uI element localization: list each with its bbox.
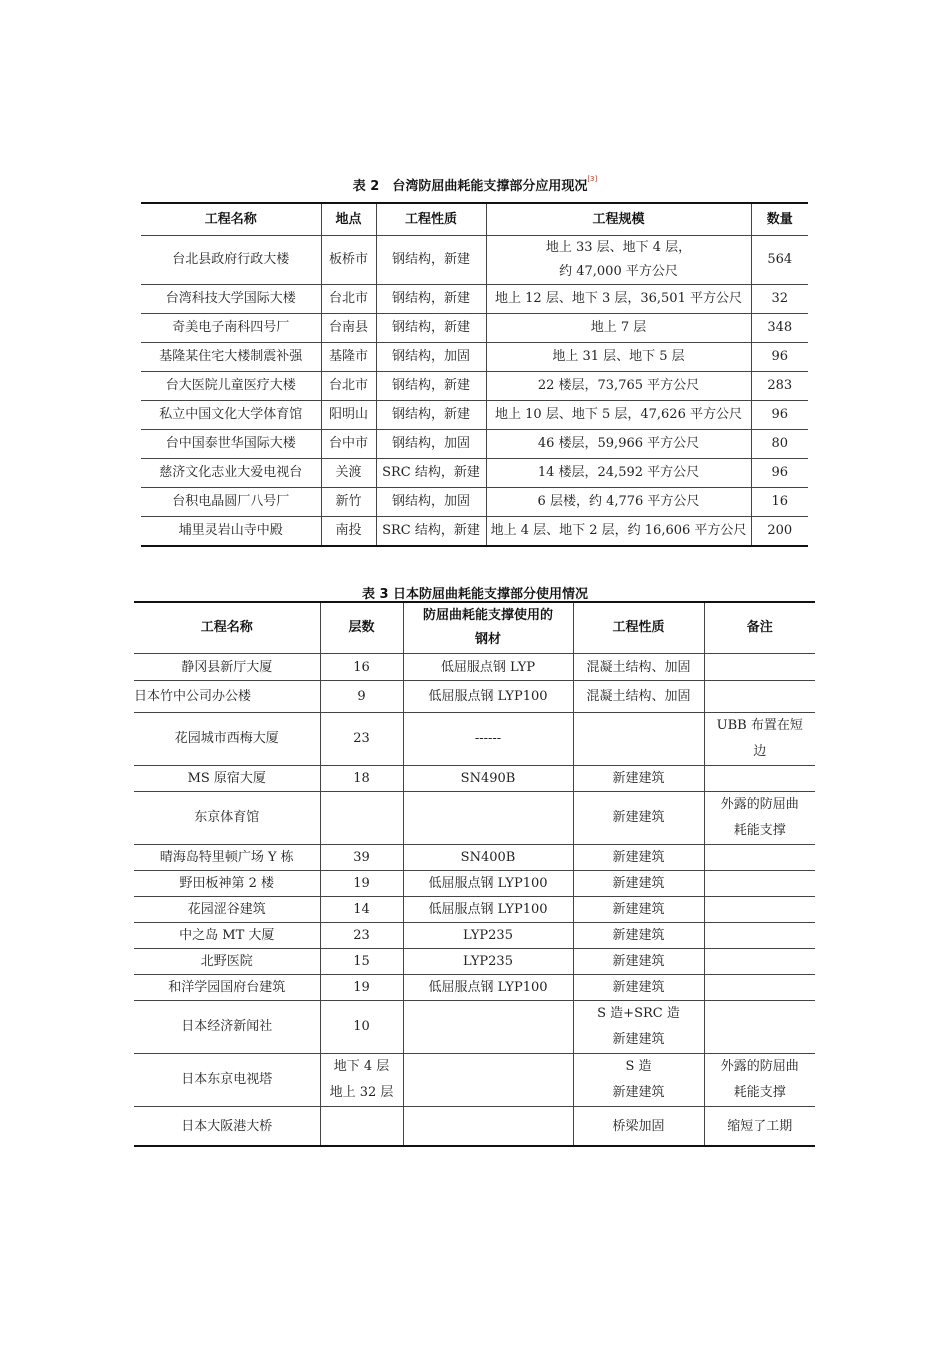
quantity: 283 <box>751 372 808 401</box>
location: 台中市 <box>321 430 376 459</box>
project-nature: 钢结构，加固 <box>376 488 486 517</box>
project-nature: 新建建筑 <box>573 897 704 923</box>
project-name: 花园涩谷建筑 <box>134 897 320 923</box>
project-nature: 新建建筑 <box>573 871 704 897</box>
nature-line1: S 造+SRC 造 <box>597 1006 680 1021</box>
project-scale-line2: 约 47,000 平方公尺 <box>559 264 678 279</box>
nature-line2: 新建建筑 <box>612 1032 665 1047</box>
table-row <box>134 654 815 681</box>
project-name: 台积电晶圆厂八号厂 <box>141 488 321 517</box>
project-scale: 14 楼层，24,592 平方公尺 <box>486 459 751 488</box>
project-nature: 钢结构，加固 <box>376 343 486 372</box>
header-quantity: 数量 <box>751 203 808 236</box>
header-floors: 层数 <box>320 602 403 654</box>
location: 阳明山 <box>321 401 376 430</box>
project-name: 日本竹中公司办公楼 <box>134 681 320 713</box>
table-row <box>134 681 815 713</box>
notes <box>704 792 815 845</box>
table-row <box>141 430 808 459</box>
notes-line1: 外露的防屈曲 <box>720 797 799 812</box>
location: 关渡 <box>321 459 376 488</box>
project-name: 基隆某住宅大楼制震补强 <box>141 343 321 372</box>
project-nature: 新建建筑 <box>573 923 704 949</box>
header-steel <box>403 602 573 654</box>
quantity: 32 <box>751 285 808 314</box>
table-row <box>141 314 808 343</box>
notes <box>704 949 815 975</box>
project-nature: 钢结构，新建 <box>376 314 486 343</box>
project-nature: SRC 结构，新建 <box>376 517 486 547</box>
notes <box>704 845 815 871</box>
quantity: 564 <box>751 236 808 285</box>
project-nature: 新建建筑 <box>573 766 704 792</box>
project-name: 晴海岛特里顿广场 Y 栋 <box>134 845 320 871</box>
location: 新竹 <box>321 488 376 517</box>
project-name: 台湾科技大学国际大楼 <box>141 285 321 314</box>
table-row <box>134 766 815 792</box>
table-row <box>134 792 815 845</box>
steel: ------ <box>403 713 573 766</box>
floors: 10 <box>320 1001 403 1054</box>
quantity: 200 <box>751 517 808 547</box>
quantity: 96 <box>751 401 808 430</box>
table-row <box>134 949 815 975</box>
table2-caption-text: 表 2 台湾防屈曲耗能支撑部分应用现况 <box>352 179 588 194</box>
table-row <box>134 1107 815 1147</box>
location: 台北市 <box>321 285 376 314</box>
steel: 低屈服点钢 LYP100 <box>403 871 573 897</box>
project-name: 慈济文化志业大爱电视台 <box>141 459 321 488</box>
project-nature <box>573 713 704 766</box>
project-scale: 46 楼层，59,966 平方公尺 <box>486 430 751 459</box>
project-nature: 钢结构，新建 <box>376 236 486 285</box>
location: 板桥市 <box>321 236 376 285</box>
project-scale: 地上 10 层、地下 5 层，47,626 平方公尺 <box>486 401 751 430</box>
project-scale: 地上 12 层、地下 3 层，36,501 平方公尺 <box>486 285 751 314</box>
table-row <box>134 871 815 897</box>
steel: SN400B <box>403 845 573 871</box>
steel: 低屈服点钢 LYP <box>403 654 573 681</box>
project-nature: 新建建筑 <box>573 949 704 975</box>
project-nature: 钢结构，新建 <box>376 401 486 430</box>
steel: 低屈服点钢 LYP100 <box>403 975 573 1001</box>
notes <box>704 1054 815 1107</box>
project-name: 日本东京电视塔 <box>134 1054 320 1107</box>
floors <box>320 1107 403 1147</box>
notes <box>704 975 815 1001</box>
table3-caption: 表 3 日本防屈曲耗能支撑部分使用情况 <box>361 587 589 602</box>
table-row <box>141 401 808 430</box>
floors: 19 <box>320 975 403 1001</box>
quantity: 96 <box>751 343 808 372</box>
table-row <box>141 236 808 285</box>
steel <box>403 1107 573 1147</box>
quantity: 80 <box>751 430 808 459</box>
location: 南投 <box>321 517 376 547</box>
nature-line1: S 造 <box>625 1059 652 1074</box>
header-project-name: 工程名称 <box>134 602 320 654</box>
floors: 15 <box>320 949 403 975</box>
table2-citation-ref[interactable]: [3] <box>587 175 598 183</box>
project-nature: 混凝土结构、加固 <box>573 654 704 681</box>
project-scale: 22 楼层，73,765 平方公尺 <box>486 372 751 401</box>
project-name: 东京体育馆 <box>134 792 320 845</box>
notes: 缩短了工期 <box>704 1107 815 1147</box>
project-nature: 混凝土结构、加固 <box>573 681 704 713</box>
project-name: 私立中国文化大学体育馆 <box>141 401 321 430</box>
steel <box>403 1054 573 1107</box>
table-row <box>141 372 808 401</box>
project-name: 台中国泰世华国际大楼 <box>141 430 321 459</box>
table-row <box>141 285 808 314</box>
header-project-scale: 工程规模 <box>486 203 751 236</box>
quantity: 96 <box>751 459 808 488</box>
taiwan-brb-applications-table <box>141 202 808 547</box>
notes-line2: 耗能支撑 <box>733 1085 786 1100</box>
floors: 19 <box>320 871 403 897</box>
header-steel-line2: 钢材 <box>474 632 501 647</box>
project-name: 中之岛 MT 大厦 <box>134 923 320 949</box>
header-location: 地点 <box>321 203 376 236</box>
table-header-row <box>134 602 815 654</box>
table-row <box>134 845 815 871</box>
project-scale-line1: 地上 33 层、地下 4 层， <box>545 240 692 255</box>
project-name: 花园城市西梅大厦 <box>134 713 320 766</box>
steel: LYP235 <box>403 923 573 949</box>
project-name: 埔里灵岩山寺中殿 <box>141 517 321 547</box>
table-row <box>141 517 808 547</box>
floors-line2: 地上 32 层 <box>329 1085 394 1100</box>
notes <box>704 871 815 897</box>
table-row <box>134 923 815 949</box>
quantity: 16 <box>751 488 808 517</box>
table-row <box>141 343 808 372</box>
floors-line1: 地下 4 层 <box>333 1059 390 1074</box>
steel <box>403 1001 573 1054</box>
floors: 14 <box>320 897 403 923</box>
notes-line1: 外露的防屈曲 <box>720 1059 799 1074</box>
project-name: 日本经济新闻社 <box>134 1001 320 1054</box>
notes <box>704 681 815 713</box>
notes <box>704 654 815 681</box>
notes-line2: 耗能支撑 <box>733 823 786 838</box>
steel: 低屈服点钢 LYP100 <box>403 897 573 923</box>
project-name: 台北县政府行政大楼 <box>141 236 321 285</box>
project-nature: 钢结构，新建 <box>376 372 486 401</box>
table-row <box>134 1054 815 1107</box>
project-name: 台大医院儿童医疗大楼 <box>141 372 321 401</box>
table-row <box>134 975 815 1001</box>
project-name: 北野医院 <box>134 949 320 975</box>
steel: 低屈服点钢 LYP100 <box>403 681 573 713</box>
header-project-name: 工程名称 <box>141 203 321 236</box>
floors: 18 <box>320 766 403 792</box>
header-project-nature: 工程性质 <box>573 602 704 654</box>
notes <box>704 713 815 766</box>
project-scale <box>486 236 751 285</box>
floors: 9 <box>320 681 403 713</box>
notes-line1: UBB 布置在短 <box>716 718 803 733</box>
project-nature: 钢结构，加固 <box>376 430 486 459</box>
floors: 23 <box>320 713 403 766</box>
location: 基隆市 <box>321 343 376 372</box>
table-row <box>134 897 815 923</box>
project-nature: 新建建筑 <box>573 792 704 845</box>
project-nature <box>573 1001 704 1054</box>
quantity: 348 <box>751 314 808 343</box>
project-scale: 地上 4 层、地下 2 层，约 16,606 平方公尺 <box>486 517 751 547</box>
steel <box>403 792 573 845</box>
header-notes: 备注 <box>704 602 815 654</box>
project-name: 静冈县新厅大厦 <box>134 654 320 681</box>
project-name: MS 原宿大厦 <box>134 766 320 792</box>
floors: 23 <box>320 923 403 949</box>
project-nature: 新建建筑 <box>573 845 704 871</box>
header-project-nature: 工程性质 <box>376 203 486 236</box>
floors: 39 <box>320 845 403 871</box>
notes <box>704 897 815 923</box>
floors <box>320 792 403 845</box>
project-name: 和洋学园国府台建筑 <box>134 975 320 1001</box>
project-nature: 钢结构，新建 <box>376 285 486 314</box>
project-name: 日本大阪港大桥 <box>134 1107 320 1147</box>
floors: 16 <box>320 654 403 681</box>
table-header-row <box>141 203 808 236</box>
project-nature <box>573 1054 704 1107</box>
project-name: 野田板神第 2 楼 <box>134 871 320 897</box>
nature-line2: 新建建筑 <box>612 1085 665 1100</box>
project-nature: SRC 结构，新建 <box>376 459 486 488</box>
header-steel-line1: 防屈曲耗能支撑使用的 <box>422 608 553 623</box>
project-scale: 6 层楼，约 4,776 平方公尺 <box>486 488 751 517</box>
steel: SN490B <box>403 766 573 792</box>
floors <box>320 1054 403 1107</box>
steel: LYP235 <box>403 949 573 975</box>
project-scale: 地上 31 层、地下 5 层 <box>486 343 751 372</box>
notes <box>704 766 815 792</box>
table-row <box>134 713 815 766</box>
notes <box>704 1001 815 1054</box>
location: 台北市 <box>321 372 376 401</box>
notes-line2: 边 <box>753 744 767 759</box>
table-row <box>141 459 808 488</box>
location: 台南县 <box>321 314 376 343</box>
japan-brb-usage-table <box>134 601 815 1147</box>
project-nature: 桥梁加固 <box>573 1107 704 1147</box>
table-row <box>134 1001 815 1054</box>
project-name: 奇美电子南科四号厂 <box>141 314 321 343</box>
table2-caption <box>0 175 950 194</box>
project-scale: 地上 7 层 <box>486 314 751 343</box>
project-nature: 新建建筑 <box>573 975 704 1001</box>
notes <box>704 923 815 949</box>
table-row <box>141 488 808 517</box>
